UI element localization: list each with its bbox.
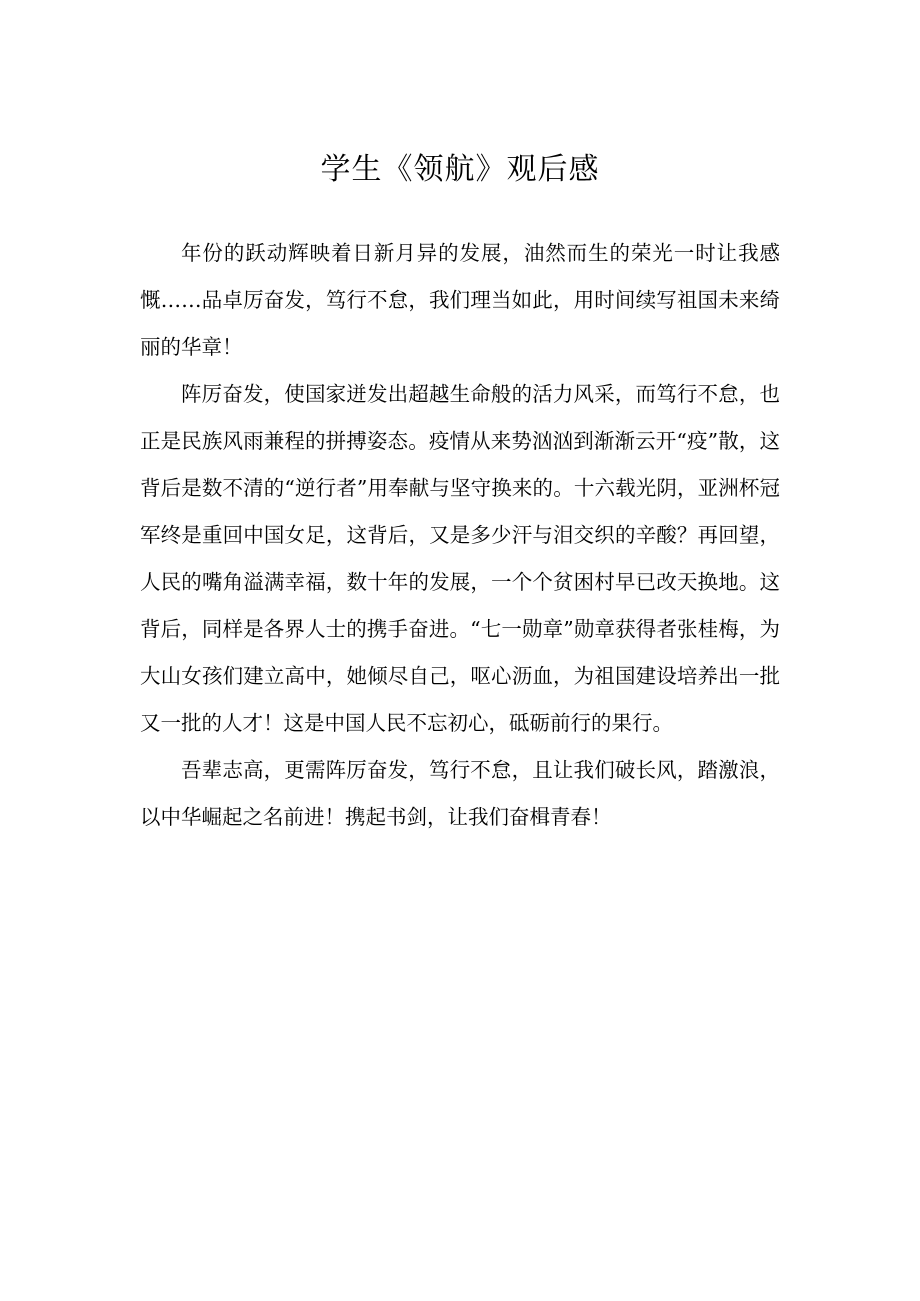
paragraph-2: 阵厉奋发，使国家迸发出超越生命般的活力风采，而笃行不怠，也正是民族风雨兼程的拼搏姿态。疫情从来势汹汹到渐渐云开“疫”散，这背后是数不清的“逆行者”用奉献与坚守换来的。十六载光阴，亚洲杯冠军终是重回中国女足，这背后，又是多少汗与泪交织的辛酸？再回望，人民的嘴角溢满幸福，数十年的发展，一个个贫困村早已改天换地。这背后，同样是各界人士的携手奋进。“七一勋章”勋章获得者张桂梅，为大山女孩们建立高中，她倾尽自己，呕心沥血，为祖国建设培养出一批又一批的人才！这是中国人民不忘初心，砥砺前行的果行。 [140, 382, 780, 735]
paragraph-3: 吾辈志高，更需阵厉奋发，笃行不怠，且让我们破长风，踏激浪，以中华崛起之名前进！携起书剑，让我们奋楫青春！ [140, 758, 780, 829]
document-title: 学生《领航》观后感 [320, 152, 600, 187]
paragraph-1: 年份的跃动辉映着日新月异的发展，油然而生的荣光一时让我感慨……品卓厉奋发，笃行不怠，我们理当如此，用时间续写祖国未来绮丽的华章！ [140, 241, 780, 359]
document-body [140, 230, 780, 841]
